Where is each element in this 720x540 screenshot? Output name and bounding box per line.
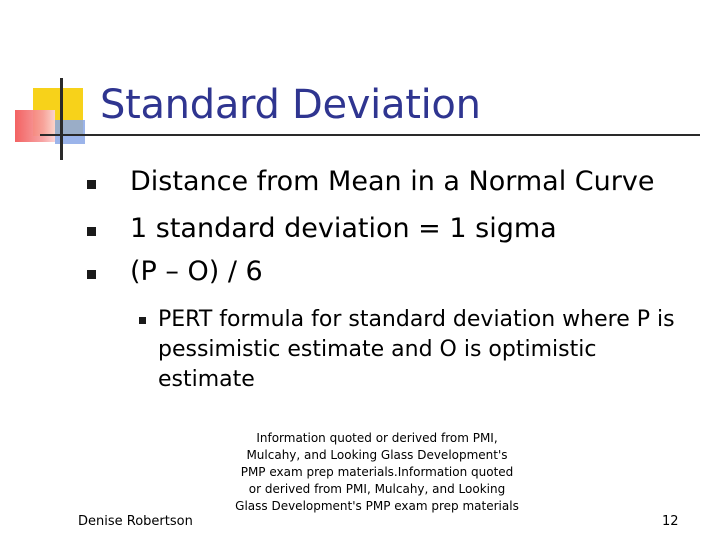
bullet-item: Distance from Mean in a Normal Curve <box>130 166 655 197</box>
bullet-item: (P – O) / 6 <box>130 256 263 287</box>
sub-bullet-marker-icon <box>139 317 146 324</box>
footer-source-note: Information quoted or derived from PMI, Mulcahy, and Looking Glass Development's PMP exam prep materials.Information quoted or derived from PMI, Mulcahy, and Looking Glass Development's PMP exam prep materials <box>235 431 519 513</box>
slide-title: Standard Deviation <box>100 82 481 128</box>
title-underline <box>40 134 700 136</box>
bullet-marker-icon <box>87 180 96 189</box>
bullet-item: 1 standard deviation = 1 sigma <box>130 213 557 244</box>
decor-vertical-line <box>60 78 63 160</box>
bullet-marker-icon <box>87 270 96 279</box>
decor-red-square <box>15 110 55 142</box>
bullet-marker-icon <box>87 227 96 236</box>
page-number: 12 <box>662 514 679 529</box>
footer-author: Denise Robertson <box>78 514 193 529</box>
sub-bullet-item: PERT formula for standard deviation where P is pessimistic estimate and O is optimistic estimate <box>158 307 675 392</box>
